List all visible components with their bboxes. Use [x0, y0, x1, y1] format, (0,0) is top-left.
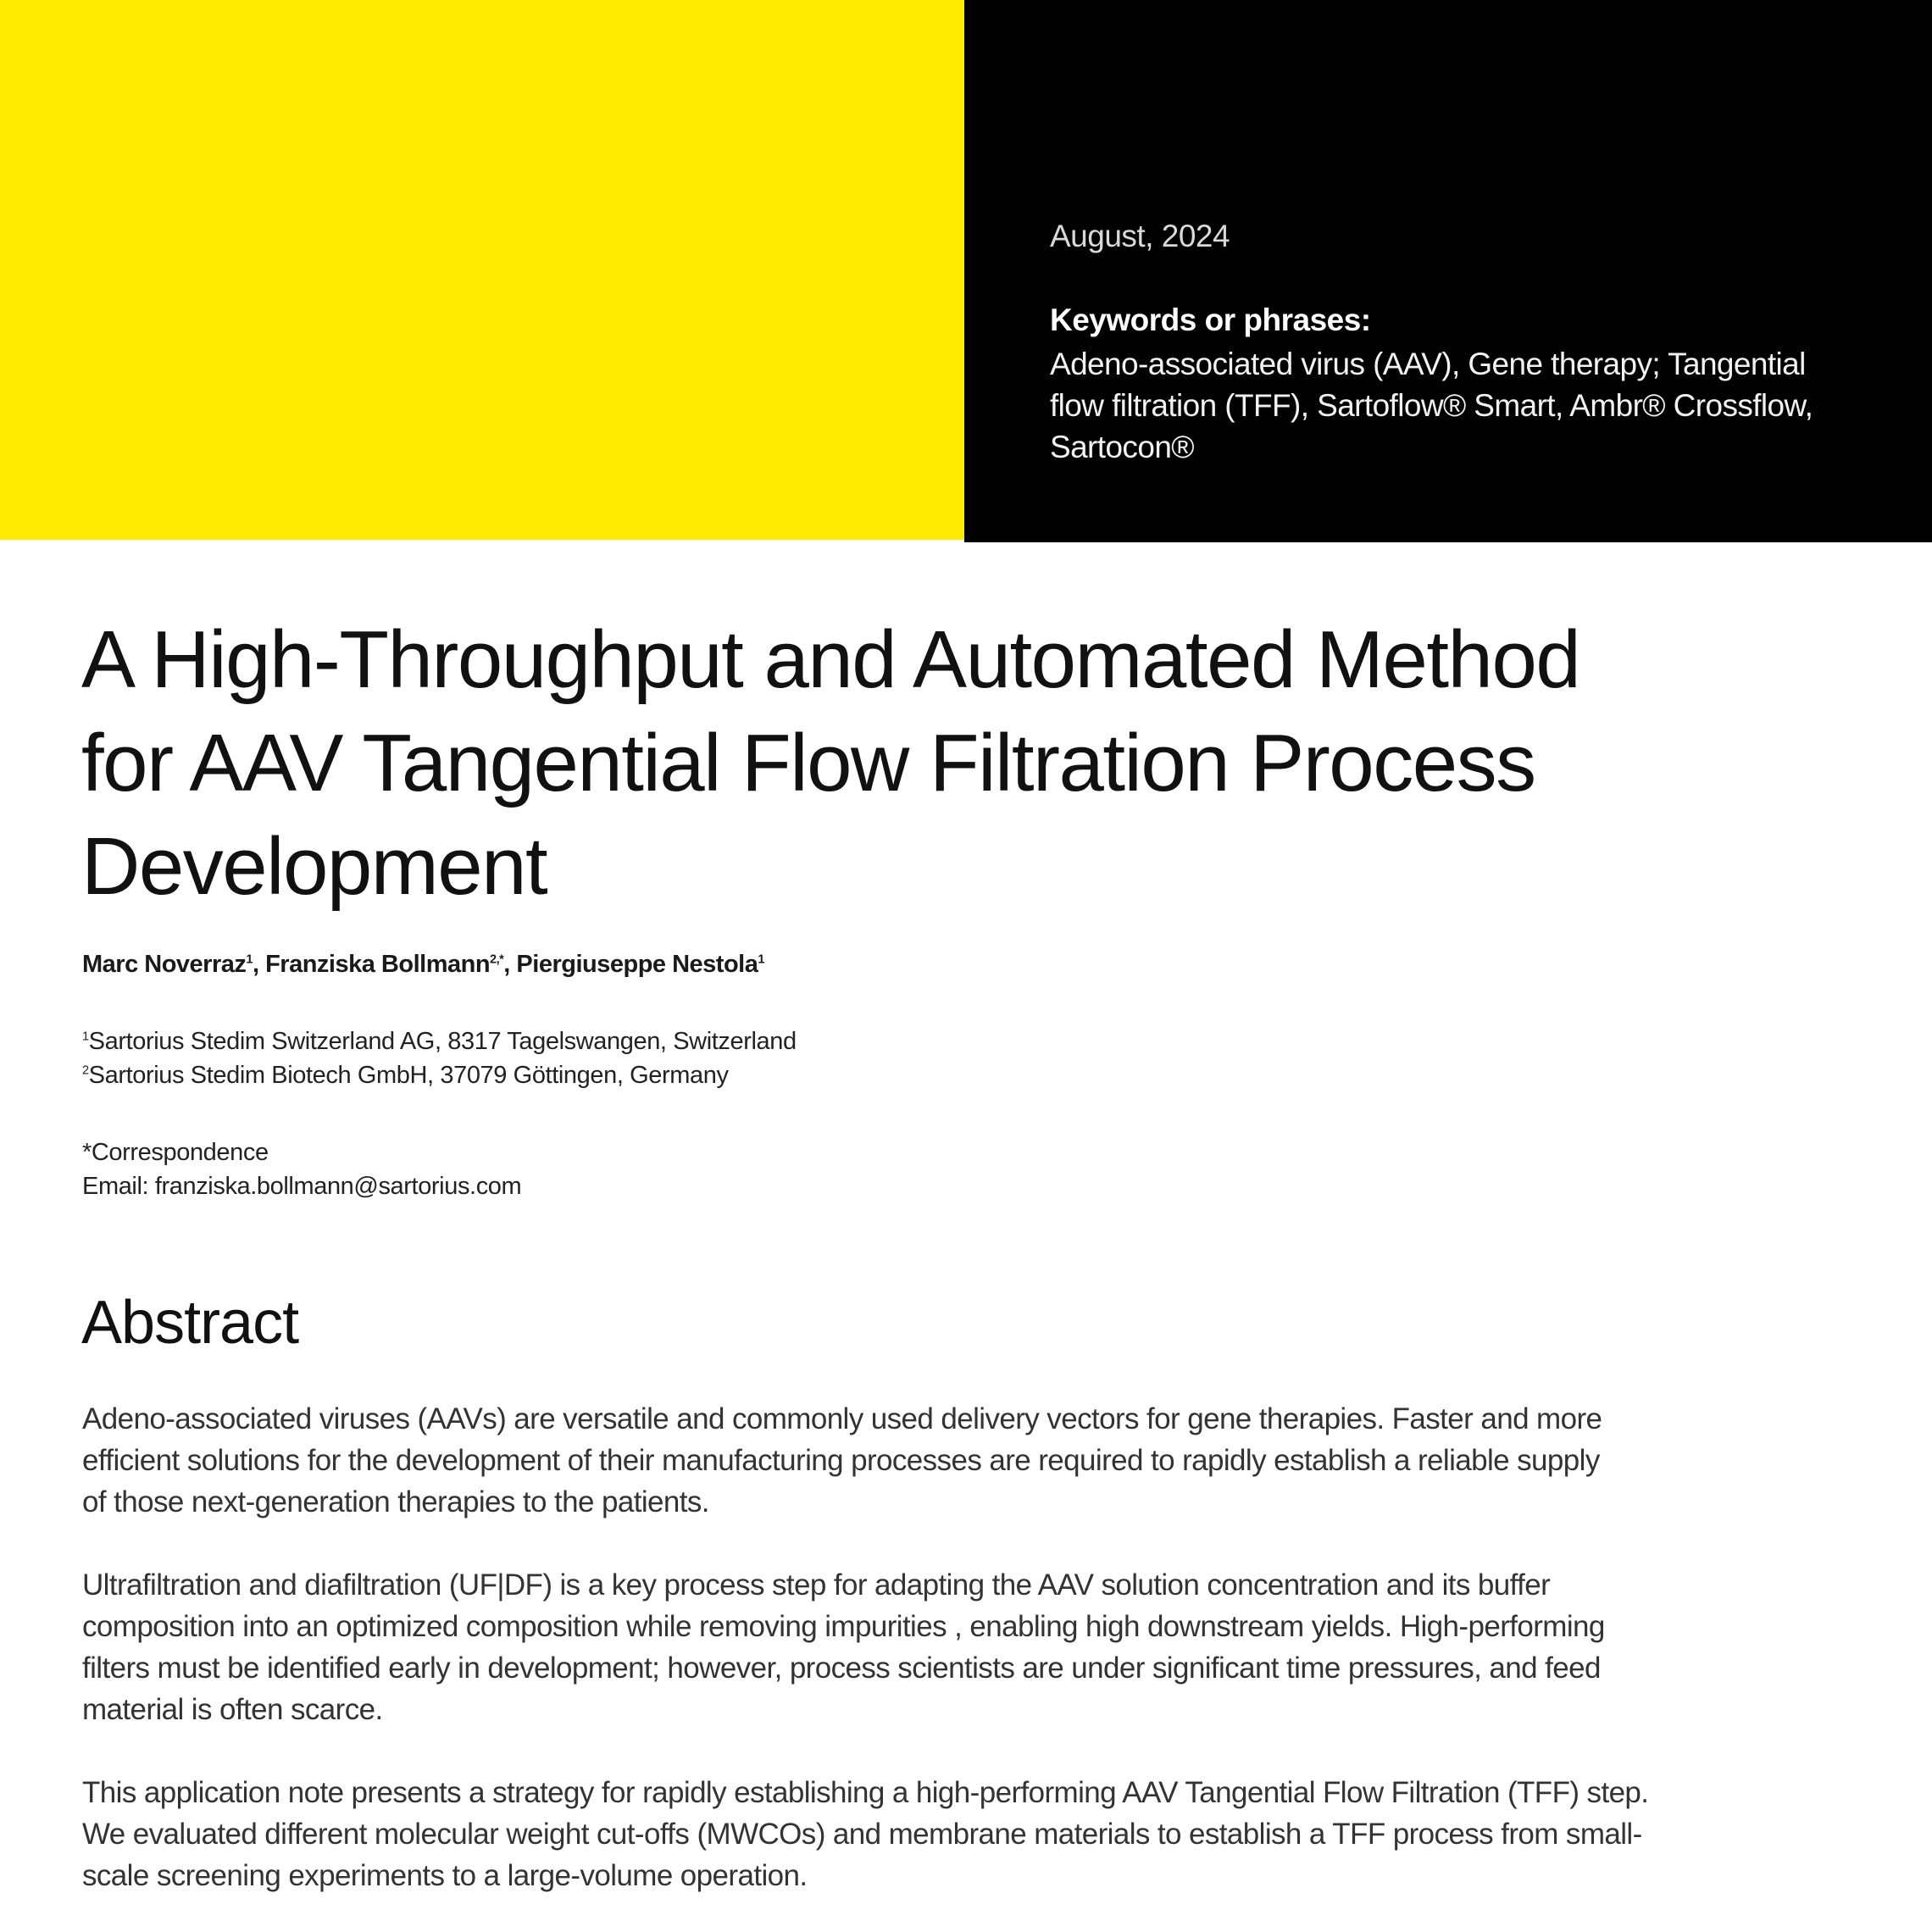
affiliation	[82, 1028, 797, 1056]
text-line: scale screening experiments to a large-volume operation.	[82, 1859, 808, 1892]
author-affiliation-mark: 1	[758, 952, 764, 967]
abstract-paragraph	[82, 1398, 1862, 1523]
author-list: Marc Noverraz$^1$, Franziska Bollmann$^{2,*}$, Piergiuseppe Nestola$^1$	[82, 951, 764, 978]
correspondence-label: *Correspondence	[82, 1139, 269, 1166]
keywords-line: Sartocon®	[1050, 430, 1194, 464]
author-name: Franziska Bollmann	[265, 951, 491, 978]
author-name: Marc Noverraz	[82, 951, 247, 978]
abstract-heading: Abstract	[81, 1289, 299, 1357]
publication-date: August, 2024	[1050, 219, 1230, 253]
author-affiliation-mark: 2,*	[490, 952, 504, 967]
document-title	[81, 608, 1861, 919]
title-line: for AAV Tangential Flow Filtration Process	[81, 718, 1535, 808]
affiliation-mark: 1	[82, 1030, 89, 1044]
text-line: Ultrafiltration and diafiltration (UF|DF) is a key process step for adapting the AAV solution concentration and its buffer	[82, 1568, 1551, 1602]
affiliation	[82, 1062, 729, 1090]
affiliation-mark: 2	[82, 1063, 89, 1078]
keywords-line: Adeno-associated virus (AAV), Gene therapy; Tangential	[1050, 347, 1806, 381]
keywords-line: flow filtration (TFF), Sartoflow® Smart, Ambr® Crossflow,	[1050, 388, 1813, 423]
author-name: Piergiuseppe Nestola	[516, 951, 758, 978]
text-line: of those next-generation therapies to the patients.	[82, 1485, 709, 1518]
text-line: This application note presents a strategy for rapidly establishing a high-performing AAV Tangential Flow Filtration (TFF) step.	[82, 1776, 1649, 1809]
text-line: Adeno-associated viruses (AAVs) are versatile and commonly used delivery vectors for gene therapies. Faster and more	[82, 1402, 1602, 1435]
abstract-paragraph	[82, 1564, 1862, 1730]
keywords-label: Keywords or phrases:	[1050, 303, 1371, 337]
text-line: filters must be identified early in development; however, process scientists are under significant time pressures, and feed	[82, 1652, 1601, 1685]
text-line: composition into an optimized composition while removing impurities , enabling high downstream yields. High-performing	[82, 1610, 1605, 1643]
keywords-list	[1050, 343, 1863, 468]
abstract-paragraph	[82, 1772, 1862, 1896]
text-line: material is often scarce.	[82, 1693, 383, 1726]
text-line: efficient solutions for the development of their manufacturing processes are required to rapidly establish a reliable supply	[82, 1444, 1600, 1477]
title-line: A High-Throughput and Automated Method	[81, 614, 1580, 705]
title-line: Development	[81, 821, 547, 912]
affiliation-text: Sartorius Stedim Biotech GmbH, 37079 Göttingen, Germany	[88, 1062, 729, 1089]
author-affiliation-mark: 1	[246, 952, 253, 967]
affiliation-text: Sartorius Stedim Switzerland AG, 8317 Tagelswangen, Switzerland	[88, 1028, 797, 1055]
text-line: We evaluated different molecular weight cut-offs (MWCOs) and membrane materials to establish a TFF process from small-	[82, 1818, 1642, 1851]
yellow-header-band	[0, 0, 964, 540]
correspondence-email[interactable]: Email: franziska.bollmann@sartorius.com	[82, 1173, 522, 1200]
